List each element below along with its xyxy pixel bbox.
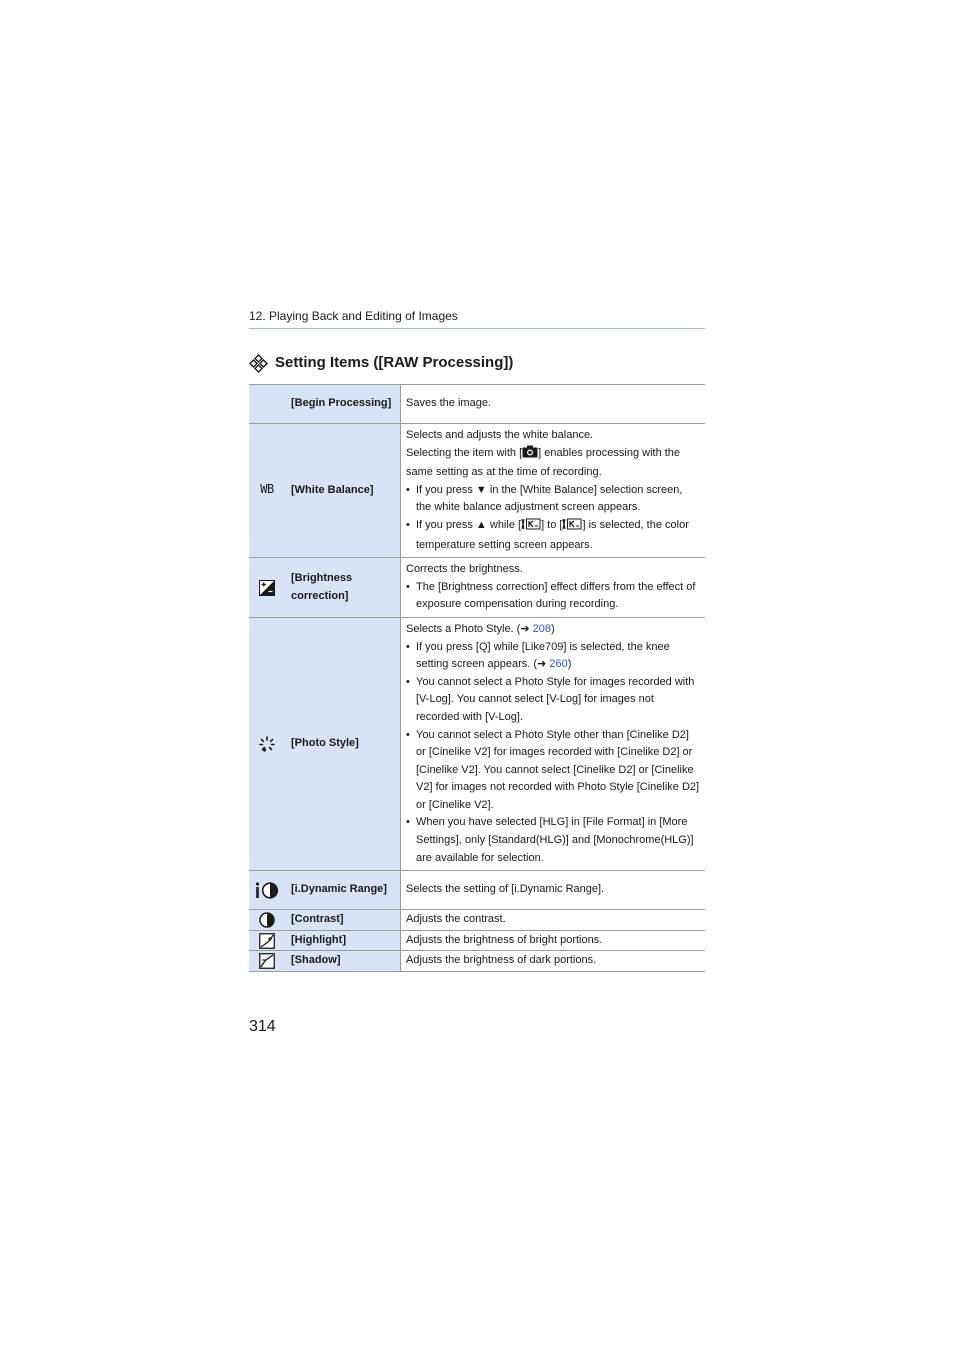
i-dynamic-range-icon <box>249 881 285 899</box>
bullet-text: If you press ▲ while [ ] to [ ] is selected, the color temperature setting screen appears. <box>416 518 689 551</box>
down-arrow-icon: ▼ <box>475 483 487 496</box>
icon-cell <box>249 385 285 424</box>
icon-cell <box>249 930 285 951</box>
table-row <box>249 617 705 870</box>
page-ref-link[interactable]: 208 <box>532 622 551 635</box>
icon-cell <box>249 910 285 931</box>
contrast-icon <box>249 912 285 928</box>
bullet-item <box>406 727 700 815</box>
photo-style-icon <box>249 735 285 753</box>
desc-text: ] enables processing with the same setting as at the time of recording. <box>406 446 681 479</box>
table-row <box>249 951 705 972</box>
bullet-text: You cannot select a Photo Style other than [Cinelike D2] or [Cinelike V2] for images recorded with [Cinelike D2] or [Cinelike V2]. You cannot select [Cinelike D2] or [Cinelike V2] for images not recorded with Photo Style [Cinelike D2] or [Cinelike V2]. <box>416 728 700 811</box>
arrow-right-icon: ➜ <box>537 658 547 671</box>
bullet-item <box>406 482 700 517</box>
icon-cell <box>249 871 285 910</box>
item-name: [Shadow] <box>285 951 401 972</box>
item-name: [Brightness correction] <box>285 558 401 618</box>
arrow-right-icon: ➜ <box>520 622 530 635</box>
desc-text: Selecting the item with [ <box>406 446 523 459</box>
bullet-dot: • <box>406 518 410 531</box>
bullet-dot: • <box>406 483 410 496</box>
desc-line: Selects and adjusts the white balance. <box>406 429 594 441</box>
bullet-dot: • <box>406 675 410 688</box>
table-row <box>249 385 705 424</box>
shadow-icon <box>249 953 285 969</box>
item-desc <box>401 424 706 558</box>
item-name: [Highlight] <box>285 930 401 951</box>
table-row <box>249 424 705 558</box>
up-arrow-icon: ▲ <box>475 518 487 531</box>
item-name: [White Balance] <box>285 424 401 558</box>
item-desc: Selects the setting of [i.Dynamic Range]. <box>401 871 706 910</box>
desc-line <box>406 445 700 482</box>
bullet-item <box>406 814 700 867</box>
table-row <box>249 871 705 910</box>
icon-cell <box>249 617 285 870</box>
highlight-icon <box>249 933 285 949</box>
item-desc: Adjusts the contrast. <box>401 910 706 931</box>
color-temperature-icon <box>562 518 582 537</box>
settings-table <box>249 384 705 972</box>
four-diamond-icon <box>249 354 268 373</box>
bullet-text: When you have selected [HLG] in [File Format] in [More Settings], only [Standard(HLG)] and [Monochrome(HLG)] are available for selection. <box>416 816 694 864</box>
white-balance-icon: WB <box>260 482 274 497</box>
item-name: [Contrast] <box>285 910 401 931</box>
bullet-dot: • <box>406 816 410 829</box>
bullet-dot: • <box>406 580 410 593</box>
page-ref-link[interactable]: 260 <box>549 658 568 671</box>
bullet-dot: • <box>406 640 410 653</box>
table-row <box>249 558 705 618</box>
icon-cell <box>249 558 285 618</box>
bullet-item <box>406 674 700 727</box>
bullet-text: You cannot select a Photo Style for images recorded with [V-Log]. You cannot select [V-Log] for images not recorded with [V-Log]. <box>416 675 695 723</box>
bullet-text: The [Brightness correction] effect differs from the effect of exposure compensation during recording. <box>416 580 696 611</box>
chapter-header: 12. Playing Back and Editing of Images <box>249 308 705 329</box>
bullet-item <box>406 639 700 674</box>
icon-cell <box>249 951 285 972</box>
table-row <box>249 910 705 931</box>
item-desc: Saves the image. <box>401 385 706 424</box>
desc-line: Selects a Photo Style. (➜ 208) <box>406 622 555 635</box>
item-name: [Begin Processing] <box>285 385 401 424</box>
icon-cell <box>249 424 285 558</box>
section-title <box>249 353 705 373</box>
item-desc <box>401 617 706 870</box>
bullet-text: If you press [Q] while [Like709] is selected, the knee setting screen appears. (➜ 260) <box>416 640 670 671</box>
color-temperature-icon <box>521 518 541 537</box>
bullet-item <box>406 579 700 614</box>
item-name: [Photo Style] <box>285 617 401 870</box>
brightness-correction-icon <box>249 580 285 596</box>
bullet-item <box>406 517 700 554</box>
bullet-dot: • <box>406 728 410 741</box>
page-number: 314 <box>249 1018 276 1035</box>
table-row <box>249 930 705 951</box>
item-name: [i.Dynamic Range] <box>285 871 401 910</box>
section-title-text: Setting Items ([RAW Processing]) <box>275 354 514 371</box>
item-desc: Adjusts the brightness of dark portions. <box>401 951 706 972</box>
bullet-text: If you press ▼ in the [White Balance] selection screen, the white balance adjustment screen appears. <box>416 483 683 514</box>
camera-icon <box>522 445 538 465</box>
item-desc: Adjusts the brightness of bright portions. <box>401 930 706 951</box>
item-desc <box>401 558 706 618</box>
desc-line: Corrects the brightness. <box>406 563 523 576</box>
